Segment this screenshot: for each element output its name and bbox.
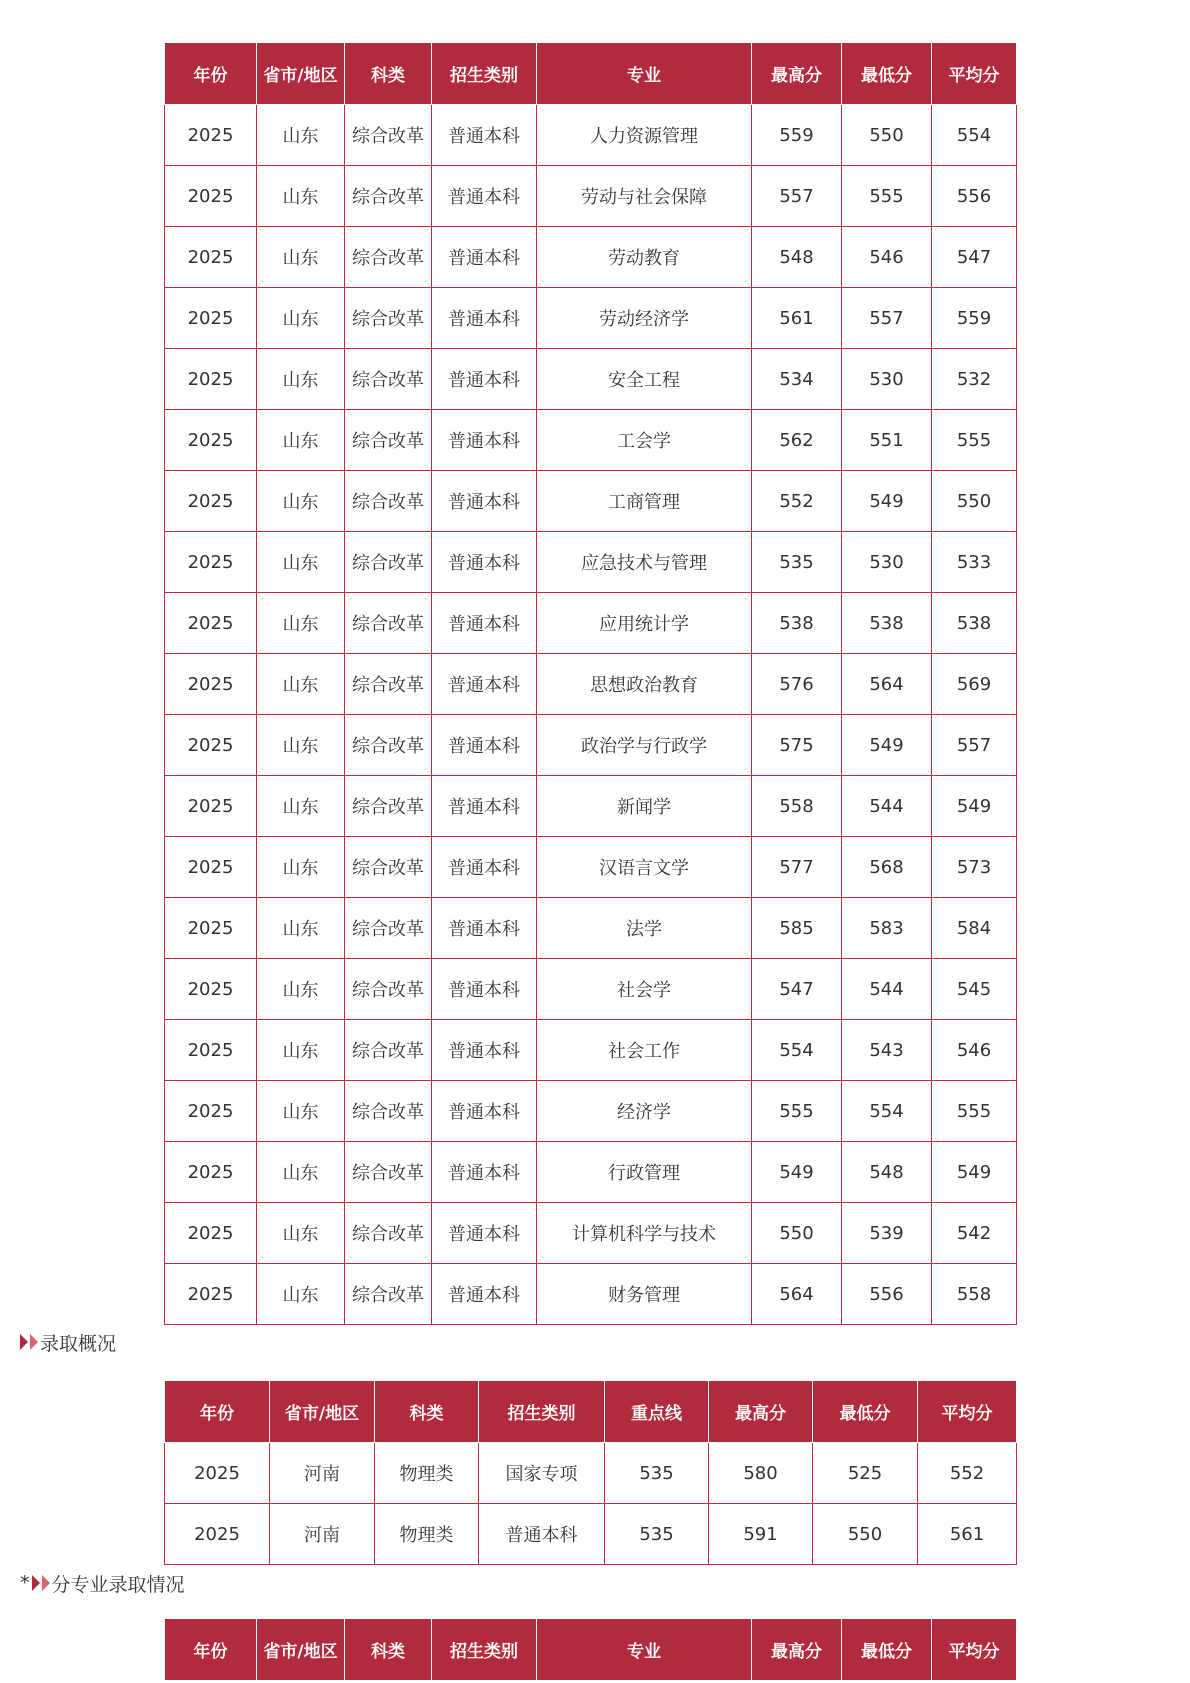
- cell-province: 山东: [257, 654, 345, 715]
- arrow-right-icon: [30, 1334, 38, 1350]
- header-key-line: 重点线: [605, 1381, 709, 1443]
- admission-overview-table-henan: [164, 1380, 1017, 1565]
- cell-min-score: 543: [842, 1020, 932, 1081]
- cell-min-score: 539: [842, 1203, 932, 1264]
- cell-subject: 综合改革: [345, 1020, 432, 1081]
- cell-year: 2025: [165, 105, 257, 166]
- cell-min-score: 557: [842, 288, 932, 349]
- cell-avg-score: 546: [932, 1020, 1017, 1081]
- cell-avg-score: 532: [932, 349, 1017, 410]
- section-heading-overview: [20, 1330, 116, 1354]
- arrow-right-icon: [32, 1575, 40, 1591]
- cell-max-score: 575: [752, 715, 842, 776]
- cell-major: 社会学: [537, 959, 752, 1020]
- cell-avg-score: 569: [932, 654, 1017, 715]
- cell-subject: 综合改革: [345, 349, 432, 410]
- cell-max-score: 576: [752, 654, 842, 715]
- cell-year: 2025: [165, 227, 257, 288]
- cell-max-score: 591: [709, 1504, 813, 1565]
- cell-min-score: 544: [842, 959, 932, 1020]
- header-year: 年份: [165, 1381, 270, 1443]
- cell-province: 山东: [257, 1020, 345, 1081]
- cell-max-score: 555: [752, 1081, 842, 1142]
- asterisk-mark: *: [20, 1572, 30, 1594]
- cell-subject: 综合改革: [345, 1264, 432, 1325]
- table-row: [165, 1504, 1017, 1565]
- table-row: [165, 1203, 1017, 1264]
- cell-subject: 综合改革: [345, 715, 432, 776]
- table-row: [165, 837, 1017, 898]
- cell-max-score: 580: [709, 1443, 813, 1504]
- cell-province: 山东: [257, 898, 345, 959]
- table-row: [165, 776, 1017, 837]
- cell-province: 山东: [257, 532, 345, 593]
- cell-subject: 综合改革: [345, 166, 432, 227]
- table-row: [165, 959, 1017, 1020]
- cell-major: 应急技术与管理: [537, 532, 752, 593]
- cell-subject: 综合改革: [345, 776, 432, 837]
- cell-major: 法学: [537, 898, 752, 959]
- cell-province: 山东: [257, 593, 345, 654]
- cell-admission-type: 国家专项: [479, 1443, 605, 1504]
- table-row: [165, 410, 1017, 471]
- table-header: [165, 1381, 1017, 1443]
- cell-max-score: 561: [752, 288, 842, 349]
- cell-min-score: 548: [842, 1142, 932, 1203]
- cell-admission-type: 普通本科: [432, 959, 537, 1020]
- header-subject: 科类: [345, 1619, 432, 1681]
- cell-key-line: 535: [605, 1504, 709, 1565]
- cell-min-score: 549: [842, 715, 932, 776]
- cell-admission-type: 普通本科: [432, 227, 537, 288]
- cell-min-score: 530: [842, 349, 932, 410]
- cell-admission-type: 普通本科: [432, 1142, 537, 1203]
- header-row: [165, 1619, 1017, 1681]
- cell-admission-type: 普通本科: [432, 715, 537, 776]
- cell-subject: 综合改革: [345, 410, 432, 471]
- header-max-score: 最高分: [752, 1619, 842, 1681]
- cell-year: 2025: [165, 898, 257, 959]
- cell-major: 思想政治教育: [537, 654, 752, 715]
- cell-min-score: 583: [842, 898, 932, 959]
- cell-avg-score: 547: [932, 227, 1017, 288]
- cell-min-score: 568: [842, 837, 932, 898]
- cell-max-score: 564: [752, 1264, 842, 1325]
- table-row: [165, 288, 1017, 349]
- cell-year: 2025: [165, 1504, 270, 1565]
- cell-subject: 综合改革: [345, 837, 432, 898]
- header-admission-type: 招生类别: [432, 1619, 537, 1681]
- cell-avg-score: 584: [932, 898, 1017, 959]
- cell-max-score: 535: [752, 532, 842, 593]
- header-min-score: 最低分: [842, 43, 932, 105]
- table-row: [165, 349, 1017, 410]
- header-avg-score: 平均分: [918, 1381, 1017, 1443]
- table-row: [165, 1443, 1017, 1504]
- section-title: 分专业录取情况: [51, 1573, 185, 1596]
- cell-min-score: 564: [842, 654, 932, 715]
- cell-max-score: 558: [752, 776, 842, 837]
- cell-province: 河南: [270, 1504, 375, 1565]
- cell-major: 工会学: [537, 410, 752, 471]
- cell-subject: 综合改革: [345, 1203, 432, 1264]
- cell-min-score: 544: [842, 776, 932, 837]
- cell-subject: 综合改革: [345, 959, 432, 1020]
- table-row: [165, 1142, 1017, 1203]
- header-min-score: 最低分: [842, 1619, 932, 1681]
- table-row: [165, 593, 1017, 654]
- cell-major: 人力资源管理: [537, 105, 752, 166]
- header-year: 年份: [165, 1619, 257, 1681]
- cell-year: 2025: [165, 593, 257, 654]
- cell-admission-type: 普通本科: [432, 1264, 537, 1325]
- cell-year: 2025: [165, 166, 257, 227]
- cell-year: 2025: [165, 1264, 257, 1325]
- cell-major: 工商管理: [537, 471, 752, 532]
- cell-major: 安全工程: [537, 349, 752, 410]
- cell-province: 河南: [270, 1443, 375, 1504]
- cell-major: 政治学与行政学: [537, 715, 752, 776]
- cell-avg-score: 558: [932, 1264, 1017, 1325]
- header-max-score: 最高分: [752, 43, 842, 105]
- cell-province: 山东: [257, 471, 345, 532]
- cell-major: 财务管理: [537, 1264, 752, 1325]
- header-max-score: 最高分: [709, 1381, 813, 1443]
- cell-year: 2025: [165, 471, 257, 532]
- cell-year: 2025: [165, 1203, 257, 1264]
- cell-avg-score: 561: [918, 1504, 1017, 1565]
- cell-province: 山东: [257, 776, 345, 837]
- cell-admission-type: 普通本科: [432, 288, 537, 349]
- cell-province: 山东: [257, 105, 345, 166]
- cell-admission-type: 普通本科: [432, 593, 537, 654]
- cell-year: 2025: [165, 532, 257, 593]
- cell-min-score: 550: [842, 105, 932, 166]
- cell-major: 新闻学: [537, 776, 752, 837]
- cell-subject: 综合改革: [345, 288, 432, 349]
- cell-subject: 综合改革: [345, 898, 432, 959]
- header-row: [165, 1381, 1017, 1443]
- arrow-right-icon: [42, 1575, 50, 1591]
- cell-year: 2025: [165, 349, 257, 410]
- cell-province: 山东: [257, 410, 345, 471]
- cell-avg-score: 545: [932, 959, 1017, 1020]
- header-avg-score: 平均分: [932, 1619, 1017, 1681]
- table-row: [165, 1020, 1017, 1081]
- cell-year: 2025: [165, 288, 257, 349]
- cell-max-score: 549: [752, 1142, 842, 1203]
- cell-year: 2025: [165, 654, 257, 715]
- cell-key-line: 535: [605, 1443, 709, 1504]
- cell-year: 2025: [165, 410, 257, 471]
- cell-subject: 综合改革: [345, 1142, 432, 1203]
- section-title: 录取概况: [40, 1332, 117, 1355]
- cell-major: 计算机科学与技术: [537, 1203, 752, 1264]
- cell-max-score: 552: [752, 471, 842, 532]
- cell-min-score: 556: [842, 1264, 932, 1325]
- table-header: [165, 43, 1017, 105]
- cell-min-score: 546: [842, 227, 932, 288]
- cell-min-score: 550: [813, 1504, 918, 1565]
- cell-avg-score: 554: [932, 105, 1017, 166]
- cell-avg-score: 552: [918, 1443, 1017, 1504]
- cell-max-score: 534: [752, 349, 842, 410]
- cell-year: 2025: [165, 1142, 257, 1203]
- cell-avg-score: 556: [932, 166, 1017, 227]
- cell-avg-score: 538: [932, 593, 1017, 654]
- cell-province: 山东: [257, 1081, 345, 1142]
- table-row: [165, 105, 1017, 166]
- table-row: [165, 715, 1017, 776]
- cell-min-score: 530: [842, 532, 932, 593]
- cell-max-score: 550: [752, 1203, 842, 1264]
- cell-min-score: 549: [842, 471, 932, 532]
- header-subject: 科类: [375, 1381, 479, 1443]
- cell-year: 2025: [165, 1020, 257, 1081]
- cell-subject: 综合改革: [345, 532, 432, 593]
- cell-subject: 综合改革: [345, 227, 432, 288]
- header-row: [165, 43, 1017, 105]
- cell-province: 山东: [257, 1142, 345, 1203]
- cell-admission-type: 普通本科: [432, 1020, 537, 1081]
- cell-subject: 综合改革: [345, 105, 432, 166]
- cell-max-score: 557: [752, 166, 842, 227]
- cell-admission-type: 普通本科: [432, 654, 537, 715]
- cell-province: 山东: [257, 166, 345, 227]
- cell-max-score: 547: [752, 959, 842, 1020]
- header-province: 省市/地区: [257, 1619, 345, 1681]
- cell-major: 劳动经济学: [537, 288, 752, 349]
- cell-admission-type: 普通本科: [432, 1081, 537, 1142]
- cell-major: 应用统计学: [537, 593, 752, 654]
- cell-subject: 综合改革: [345, 471, 432, 532]
- header-subject: 科类: [345, 43, 432, 105]
- cell-max-score: 548: [752, 227, 842, 288]
- table-row: [165, 898, 1017, 959]
- header-province: 省市/地区: [257, 43, 345, 105]
- cell-year: 2025: [165, 715, 257, 776]
- cell-max-score: 554: [752, 1020, 842, 1081]
- cell-avg-score: 557: [932, 715, 1017, 776]
- cell-admission-type: 普通本科: [432, 898, 537, 959]
- cell-avg-score: 550: [932, 471, 1017, 532]
- cell-max-score: 538: [752, 593, 842, 654]
- table-body: [165, 105, 1017, 1325]
- cell-year: 2025: [165, 837, 257, 898]
- cell-avg-score: 559: [932, 288, 1017, 349]
- cell-admission-type: 普通本科: [432, 837, 537, 898]
- cell-admission-type: 普通本科: [479, 1504, 605, 1565]
- header-year: 年份: [165, 43, 257, 105]
- cell-subject: 综合改革: [345, 1081, 432, 1142]
- cell-min-score: 554: [842, 1081, 932, 1142]
- section-heading-by-major: [20, 1571, 185, 1595]
- cell-province: 山东: [257, 227, 345, 288]
- cell-subject: 综合改革: [345, 654, 432, 715]
- cell-min-score: 555: [842, 166, 932, 227]
- cell-major: 经济学: [537, 1081, 752, 1142]
- cell-admission-type: 普通本科: [432, 1203, 537, 1264]
- table-row: [165, 471, 1017, 532]
- table-body: [165, 1443, 1017, 1565]
- cell-province: 山东: [257, 837, 345, 898]
- cell-admission-type: 普通本科: [432, 349, 537, 410]
- table-row: [165, 532, 1017, 593]
- cell-major: 行政管理: [537, 1142, 752, 1203]
- major-scores-table-henan: [164, 1618, 1017, 1681]
- table-header: [165, 1619, 1017, 1681]
- cell-min-score: 538: [842, 593, 932, 654]
- cell-avg-score: 549: [932, 776, 1017, 837]
- cell-avg-score: 555: [932, 410, 1017, 471]
- cell-max-score: 559: [752, 105, 842, 166]
- header-avg-score: 平均分: [932, 43, 1017, 105]
- cell-admission-type: 普通本科: [432, 532, 537, 593]
- header-min-score: 最低分: [813, 1381, 918, 1443]
- cell-province: 山东: [257, 1203, 345, 1264]
- cell-avg-score: 549: [932, 1142, 1017, 1203]
- cell-province: 山东: [257, 715, 345, 776]
- cell-max-score: 585: [752, 898, 842, 959]
- major-scores-table-shandong: [164, 42, 1017, 1325]
- cell-subject: 综合改革: [345, 593, 432, 654]
- cell-year: 2025: [165, 1081, 257, 1142]
- cell-province: 山东: [257, 959, 345, 1020]
- cell-admission-type: 普通本科: [432, 471, 537, 532]
- header-province: 省市/地区: [270, 1381, 375, 1443]
- cell-avg-score: 542: [932, 1203, 1017, 1264]
- cell-major: 汉语言文学: [537, 837, 752, 898]
- cell-major: 社会工作: [537, 1020, 752, 1081]
- cell-admission-type: 普通本科: [432, 410, 537, 471]
- cell-major: 劳动与社会保障: [537, 166, 752, 227]
- arrow-right-icon: [20, 1334, 28, 1350]
- header-major: 专业: [537, 43, 752, 105]
- cell-avg-score: 573: [932, 837, 1017, 898]
- table-row: [165, 227, 1017, 288]
- cell-year: 2025: [165, 1443, 270, 1504]
- cell-subject: 物理类: [375, 1443, 479, 1504]
- header-admission-type: 招生类别: [432, 43, 537, 105]
- cell-admission-type: 普通本科: [432, 166, 537, 227]
- cell-province: 山东: [257, 1264, 345, 1325]
- header-admission-type: 招生类别: [479, 1381, 605, 1443]
- table-row: [165, 1264, 1017, 1325]
- cell-subject: 物理类: [375, 1504, 479, 1565]
- cell-province: 山东: [257, 288, 345, 349]
- cell-min-score: 551: [842, 410, 932, 471]
- cell-admission-type: 普通本科: [432, 105, 537, 166]
- table-row: [165, 166, 1017, 227]
- table-row: [165, 1081, 1017, 1142]
- cell-max-score: 577: [752, 837, 842, 898]
- cell-major: 劳动教育: [537, 227, 752, 288]
- cell-avg-score: 555: [932, 1081, 1017, 1142]
- table-row: [165, 654, 1017, 715]
- cell-year: 2025: [165, 776, 257, 837]
- cell-province: 山东: [257, 349, 345, 410]
- cell-max-score: 562: [752, 410, 842, 471]
- header-major: 专业: [537, 1619, 752, 1681]
- cell-avg-score: 533: [932, 532, 1017, 593]
- cell-admission-type: 普通本科: [432, 776, 537, 837]
- cell-year: 2025: [165, 959, 257, 1020]
- cell-min-score: 525: [813, 1443, 918, 1504]
